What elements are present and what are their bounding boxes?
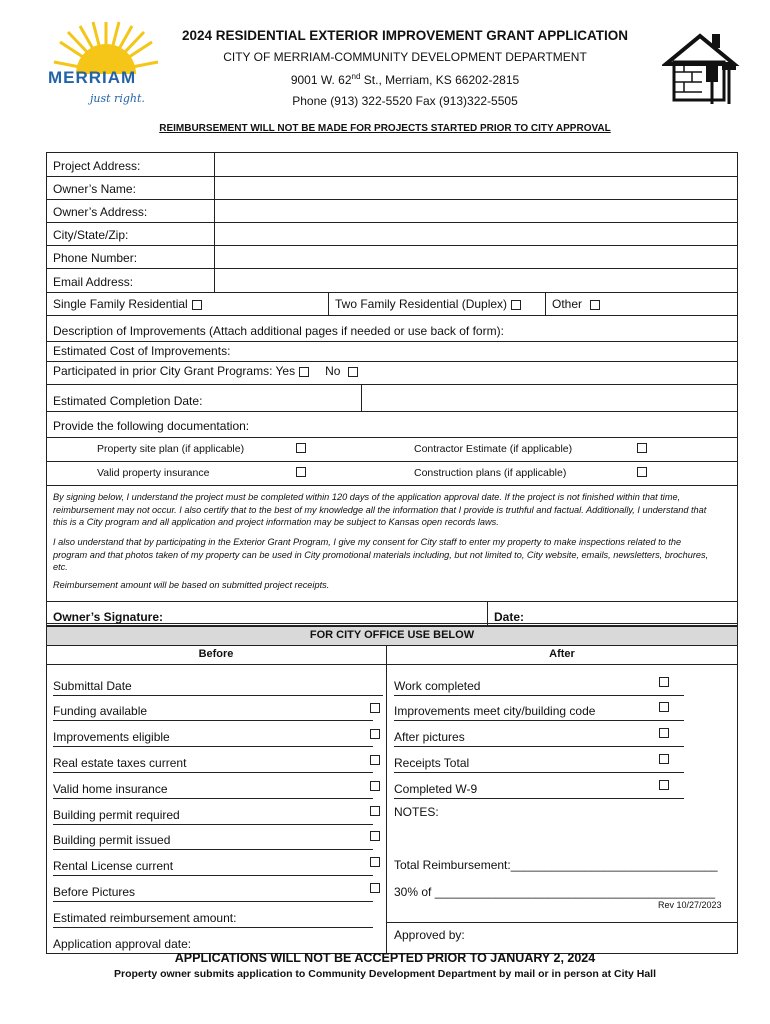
work-completed-checkbox[interactable]: [659, 677, 669, 687]
after-pictures-label: After pictures: [394, 730, 465, 744]
owner-address-label: Owner’s Address:: [53, 205, 148, 219]
submission-instructions: Property owner submits application to Community Development Department by mail or in person at City Hall: [113, 968, 656, 980]
estimated-reimbursement-label: Estimated reimbursement amount:: [53, 911, 237, 925]
department-address: 9001 W. 62nd St., Merriam, KS 66202-2815: [290, 72, 520, 87]
department-name: CITY OF MERRIAM-COMMUNITY DEVELOPMENT DEPARTMENT: [223, 50, 587, 64]
total-reimbursement-field[interactable]: Total Reimbursement:_______________________________: [394, 858, 718, 872]
two-family-option[interactable]: Two Family Residential (Duplex): [335, 297, 521, 311]
before-pictures-label: Before Pictures: [53, 885, 136, 899]
site-plan-checkbox[interactable]: [296, 443, 306, 453]
logo-name: MERRIAM: [48, 68, 137, 87]
reimbursement-note: Reimbursement amount will be based on submitted project receipts.: [53, 580, 330, 590]
funding-available-checkbox[interactable]: [370, 703, 380, 713]
estimated-cost-label: Estimated Cost of Improvements:: [53, 344, 231, 358]
prior-no-checkbox[interactable]: [348, 367, 358, 377]
merriam-logo: [40, 14, 160, 109]
receipts-total-label: Receipts Total: [394, 756, 470, 770]
after-column-header: After: [549, 648, 575, 660]
permit-issued-label: Building permit issued: [53, 833, 171, 847]
insurance-label: Valid property insurance: [97, 467, 210, 479]
permit-required-checkbox[interactable]: [370, 806, 380, 816]
legal-paragraph-1: By signing below, I understand the project must be completed within 120 days of the application approval date. If the project is not finished within that time, reimbursement may not occur. I also certify that to the best of my knowledge all the information that I provide is truthful and factual. Additionally, I understand that this is a City program and all application and project information may be subject to Kansas open records laws.: [53, 492, 707, 527]
improvements-eligible-checkbox[interactable]: [370, 729, 380, 739]
sun-icon: [40, 14, 160, 74]
reimbursement-warning: REIMBURSEMENT WILL NOT BE MADE FOR PROJECTS STARTED PRIOR TO CITY APPROVAL: [159, 123, 611, 134]
page-title: 2024 RESIDENTIAL EXTERIOR IMPROVEMENT GRANT APPLICATION: [181, 28, 629, 43]
insurance-checkbox[interactable]: [296, 467, 306, 477]
documentation-label: Provide the following documentation:: [53, 419, 250, 433]
email-address-label: Email Address:: [53, 275, 134, 289]
notes-label: NOTES:: [394, 805, 439, 819]
code-compliance-label: Improvements meet city/building code: [394, 704, 596, 718]
before-column-header: Before: [198, 648, 234, 660]
legal-paragraph-2: I also understand that by participating in the Exterior Grant Program, I give my consent for City staff to enter my property to make inspections related to the program and that photos taken of my property can be used in City promotional materials including, but not limited to, City website, emails, newsletters, brochures, etc.: [53, 537, 709, 572]
funding-available-label: Funding available: [53, 704, 148, 718]
two-family-checkbox[interactable]: [511, 300, 521, 310]
submittal-date-label: Submittal Date: [53, 679, 132, 693]
rental-license-label: Rental License current: [53, 859, 174, 873]
site-plan-label: Property site plan (if applicable): [97, 443, 245, 455]
permit-issued-checkbox[interactable]: [370, 831, 380, 841]
contractor-estimate-checkbox[interactable]: [637, 443, 647, 453]
description-label: Description of Improvements (Attach additional pages if needed or use back of form):: [53, 324, 504, 338]
revision-date: Rev 10/27/2023: [658, 900, 722, 910]
other-checkbox[interactable]: [590, 300, 600, 310]
w9-label: Completed W-9: [394, 782, 478, 796]
construction-plans-label: Construction plans (if applicable): [414, 467, 567, 479]
w9-checkbox[interactable]: [659, 780, 669, 790]
owner-signature-label[interactable]: Owner’s Signature:: [53, 610, 164, 624]
home-insurance-checkbox[interactable]: [370, 781, 380, 791]
approval-date-label: Application approval date:: [53, 937, 192, 951]
thirty-percent-field[interactable]: 30% of __________________________________________: [394, 885, 715, 899]
other-option[interactable]: Other: [552, 297, 600, 311]
project-address-label: Project Address:: [53, 159, 141, 173]
before-pictures-checkbox[interactable]: [370, 883, 380, 893]
completion-date-label: Estimated Completion Date:: [53, 394, 203, 408]
improvements-eligible-label: Improvements eligible: [53, 730, 170, 744]
department-phone: Phone (913) 322-5520 Fax (913)322-5505: [292, 94, 518, 108]
logo-tagline: just right.: [90, 92, 145, 105]
house-tools-icon: [662, 30, 742, 113]
prior-yes-checkbox[interactable]: [299, 367, 309, 377]
permit-required-label: Building permit required: [53, 808, 180, 822]
single-family-checkbox[interactable]: [192, 300, 202, 310]
single-family-option[interactable]: Single Family Residential: [53, 297, 202, 311]
approved-by-label[interactable]: Approved by:: [394, 928, 465, 942]
city-state-zip-label: City/State/Zip:: [53, 228, 129, 242]
contractor-estimate-label: Contractor Estimate (if applicable): [414, 443, 573, 455]
real-estate-taxes-checkbox[interactable]: [370, 755, 380, 765]
after-pictures-checkbox[interactable]: [659, 728, 669, 738]
home-insurance-label: Valid home insurance: [53, 782, 168, 796]
code-compliance-checkbox[interactable]: [659, 702, 669, 712]
rental-license-checkbox[interactable]: [370, 857, 380, 867]
phone-number-label: Phone Number:: [53, 251, 138, 265]
signature-date-label[interactable]: Date:: [494, 610, 525, 624]
receipts-total-checkbox[interactable]: [659, 754, 669, 764]
office-use-title: FOR CITY OFFICE USE BELOW: [309, 629, 475, 641]
acceptance-date-notice: APPLICATIONS WILL NOT BE ACCEPTED PRIOR TO JANUARY 2, 2024: [174, 951, 596, 965]
construction-plans-checkbox[interactable]: [637, 467, 647, 477]
prior-programs-question: Participated in prior City Grant Programs: Yes No: [53, 364, 358, 378]
real-estate-taxes-label: Real estate taxes current: [53, 756, 187, 770]
owner-name-label: Owner’s Name:: [53, 182, 136, 196]
work-completed-label: Work completed: [394, 679, 481, 693]
